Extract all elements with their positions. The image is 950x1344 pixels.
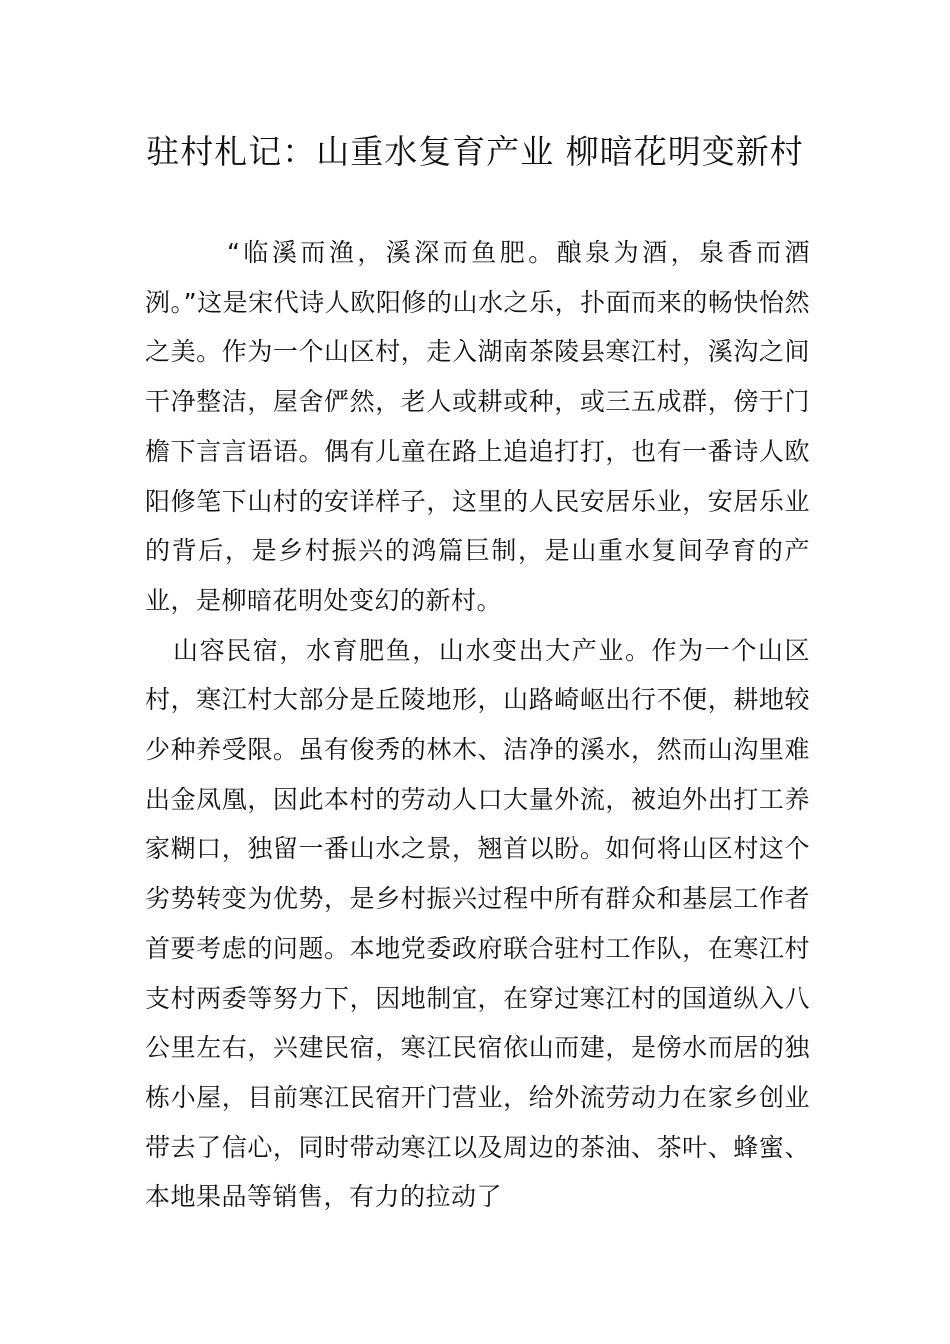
paragraph-industry: 山容民宿，水育肥鱼，山水变出大产业。作为一个山区村，寒江村大部分是丘陵地形，山路崎岖出行不便，耕地较少种养受限。虽有俊秀的林木、洁净的溪水，然而山沟里难出金凤凰，因此本村的劳动人口大量外流，被迫外出打工养家糊口，独留一番山水之景，翘首以盼。如何将山区村这个劣势转变为优势，是乡村振兴过程中所有群众和基层工作者首要考虑的问题。本地党委政府联合驻村工作队，在寒江村支村两委等努力下，因地制宜，在穿过寒江村的国道纵入八公里左右，兴建民宿，寒江民宿依山而建，是傍水而居的独栋小屋，目前寒江民宿开门营业，给外流劳动力在家乡创业带去了信心，同时带动寒江以及周边的茶油、茶叶、蜂蜜、本地果品等销售，有力的拉动了 xyxy=(145,635,810,1212)
paragraph-intro: “临溪而渔，溪深而鱼肥。酿泉为酒，泉香而酒洌。”这是宋代诗人欧阳修的山水之乐，扑面而来的畅快怡然之美。作为一个山区村，走入湖南茶陵县寒江村，溪沟之间干净整洁，屋舍俨然，老人或耕或种，或三五成群，傍于门檐下言言语语。偶有儿童在路上追追打打，也有一番诗人欧阳修笔下山村的安详样子，这里的人民安居乐业，安居乐业的背后，是乡村振兴的鸿篇巨制，是山重水复间孕育的产业，是柳暗花明处变幻的新村。 xyxy=(145,238,810,615)
article-body xyxy=(145,228,810,1222)
article-title: 驻村札记：山重水复育产业 柳暗花明变新村 xyxy=(146,132,804,171)
